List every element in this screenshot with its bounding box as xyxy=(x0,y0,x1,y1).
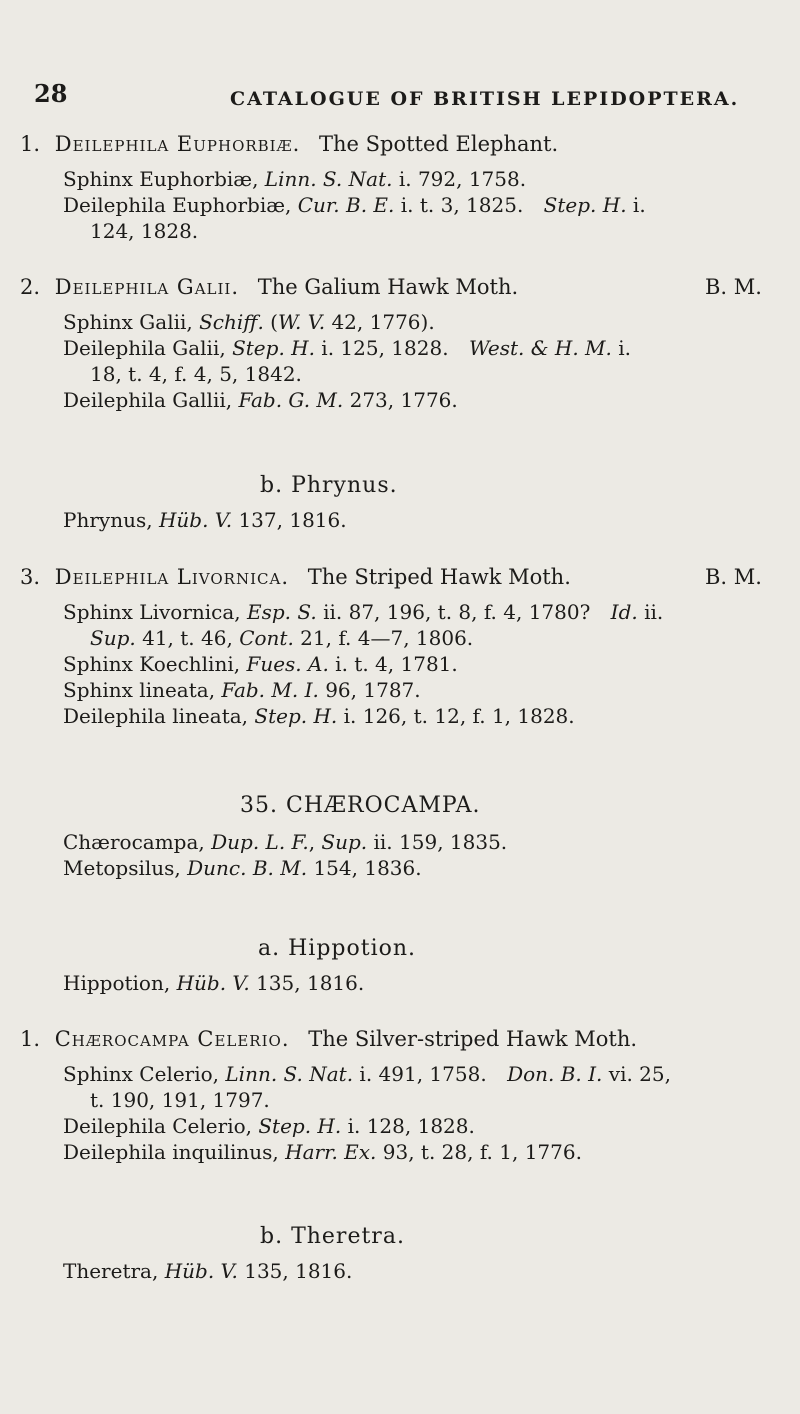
citation-line: t. 190, 191, 1797. xyxy=(90,1088,270,1112)
entry-heading: 1. Chærocampa Celerio. The Silver-striped Hawk Moth. xyxy=(20,1027,638,1051)
species-name: Deilephila Livornica. xyxy=(54,565,289,589)
citation-line: Deilephila Galii, Step. H. i. 125, 1828. West. & H. M. i. xyxy=(63,336,631,360)
citation-line: Sphinx lineata, Fab. M. I. 96, 1787. xyxy=(63,678,421,702)
entry-heading: 3. Deilephila Livornica. The Striped Hawk Moth. xyxy=(20,565,571,589)
common-name: The Galium Hawk Moth. xyxy=(257,275,519,299)
entry-heading: 1. Deilephila Euphorbiæ. The Spotted Elephant. xyxy=(20,132,559,156)
page-number: 28 xyxy=(34,79,68,108)
citation-line: Sphinx Livornica, Esp. S. ii. 87, 196, t. 8, f. 4, 1780? Id. ii. xyxy=(63,600,664,624)
citation-line: Deilephila Euphorbiæ, Cur. B. E. i. t. 3, 1825. Step. H. i. xyxy=(63,193,646,217)
species-name: Chærocampa Celerio. xyxy=(54,1027,290,1051)
species-name: Deilephila Euphorbiæ. xyxy=(54,132,301,156)
common-name: The Silver-striped Hawk Moth. xyxy=(308,1027,638,1051)
citation-line: 124, 1828. xyxy=(90,219,199,243)
citation-line: Deilephila lineata, Step. H. i. 126, t. 12, f. 1, 1828. xyxy=(63,704,575,728)
citation-line: Theretra, Hüb. V. 135, 1816. xyxy=(63,1259,353,1283)
citation-line: Sphinx Galii, Schiff. (W. V. 42, 1776). xyxy=(63,310,435,334)
species-name: Deilephila Galii. xyxy=(54,275,240,299)
subgenus-heading: b. Phrynus. xyxy=(260,473,398,498)
citation-line: Metopsilus, Dunc. B. M. 154, 1836. xyxy=(63,856,422,880)
citation-line: Chærocampa, Dup. L. F., Sup. ii. 159, 1835. xyxy=(63,830,508,854)
entry-heading: 2. Deilephila Galii. The Galium Hawk Moth. xyxy=(20,275,519,299)
citation-line: Deilephila inquilinus, Harr. Ex. 93, t. 28, f. 1, 1776. xyxy=(63,1140,582,1164)
citation-line: Hippotion, Hüb. V. 135, 1816. xyxy=(63,971,365,995)
collection-mark: B. M. xyxy=(705,275,762,299)
common-name: The Spotted Elephant. xyxy=(319,132,559,156)
running-title: CATALOGUE OF BRITISH LEPIDOPTERA. xyxy=(230,88,740,110)
citation-line: Phrynus, Hüb. V. 137, 1816. xyxy=(63,508,347,532)
citation-line: Sphinx Euphorbiæ, Linn. S. Nat. i. 792, 1758. xyxy=(63,167,527,191)
citation-line: Deilephila Gallii, Fab. G. M. 273, 1776. xyxy=(63,388,458,412)
subgenus-heading: b. Theretra. xyxy=(260,1224,405,1249)
citation-line: Sphinx Celerio, Linn. S. Nat. i. 491, 1758. Don. B. I. vi. 25, xyxy=(63,1062,671,1086)
common-name: The Striped Hawk Moth. xyxy=(307,565,571,589)
citation-line: Deilephila Celerio, Step. H. i. 128, 1828. xyxy=(63,1114,475,1138)
subgenus-heading: a. Hippotion. xyxy=(258,936,417,961)
citation-line: Sup. 41, t. 46, Cont. 21, f. 4—7, 1806. xyxy=(90,626,474,650)
citation-line: 18, t. 4, f. 4, 5, 1842. xyxy=(90,362,302,386)
genus-heading: 35. CHÆROCAMPA. xyxy=(240,793,481,818)
collection-mark: B. M. xyxy=(705,565,762,589)
citation-line: Sphinx Koechlini, Fues. A. i. t. 4, 1781. xyxy=(63,652,458,676)
